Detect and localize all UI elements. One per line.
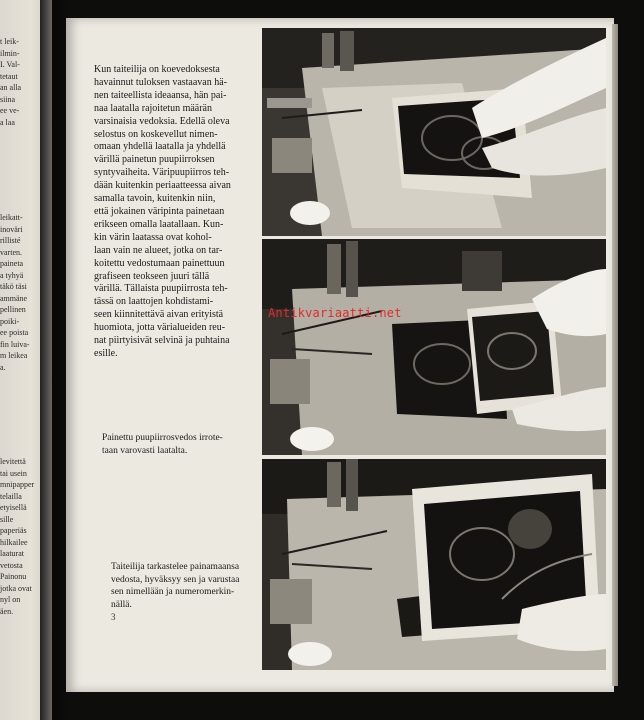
left-text-line: ammäne bbox=[0, 293, 28, 303]
text-line: huomiota, jotta värialueiden reu- bbox=[94, 322, 226, 334]
left-text-line: tai usein bbox=[0, 468, 27, 478]
left-text-line: sille bbox=[0, 514, 14, 524]
caption-line: taan varovasti laatalta. bbox=[102, 445, 188, 456]
text-line: samalla tavoin, kuitenkin niin, bbox=[94, 193, 216, 205]
left-text-line: vetosta bbox=[0, 560, 23, 570]
left-text-line: täkö täsi bbox=[0, 282, 27, 291]
left-text-line: leikatt- bbox=[0, 213, 23, 222]
left-text-line: telailla bbox=[0, 491, 22, 501]
left-text-line: mnipapper bbox=[0, 480, 35, 489]
text-line: värillä painetun puupiirroksen bbox=[94, 154, 215, 166]
text-line: grafiseen teokseen juuri tällä bbox=[94, 270, 210, 282]
left-text-line: inoväri bbox=[0, 224, 23, 234]
left-text-line: etyisellä bbox=[0, 503, 27, 512]
left-text-line: a laa bbox=[0, 117, 15, 127]
left-text-line: an alla bbox=[0, 83, 22, 92]
left-text-line: rillisté bbox=[0, 236, 21, 245]
left-text-line: m leikea bbox=[0, 351, 28, 360]
left-text-line: laaturat bbox=[0, 549, 24, 558]
text-line: esille. bbox=[94, 347, 118, 359]
text-line: naa laatalla rajoitetun määrän bbox=[94, 102, 212, 114]
left-text-line: levitettä bbox=[0, 457, 26, 466]
main-text-paragraph bbox=[94, 64, 272, 361]
caption-line: nällä. bbox=[111, 599, 132, 610]
text-line: Kun taiteilija on koevedoksesta bbox=[94, 64, 220, 75]
left-text-line: paperiäs bbox=[0, 526, 27, 535]
text-line: havainnut tuloksen vastaavan hä- bbox=[94, 76, 228, 88]
left-text-line: ilmin- bbox=[0, 48, 20, 58]
text-line: seen kiinnitettävä aivan erityistä bbox=[94, 309, 224, 321]
text-line: erikseen omalla laatallaan. Kun- bbox=[94, 218, 224, 230]
left-text-line: äen. bbox=[0, 606, 14, 616]
left-text-line: ee ve- bbox=[0, 106, 20, 115]
left-text-line: a. bbox=[0, 362, 6, 372]
left-text-line: a tyhyä bbox=[0, 270, 24, 280]
left-text-line: ee poista bbox=[0, 328, 29, 337]
left-text-line: nyl on bbox=[0, 595, 21, 604]
caption-peeling-print bbox=[102, 432, 270, 457]
text-line: että jokainen väripinta painetaan bbox=[94, 205, 225, 217]
left-text-line: pellinen bbox=[0, 305, 26, 314]
text-line: selostus on koskevellut nimen- bbox=[94, 128, 218, 140]
left-text-line: tetaut bbox=[0, 71, 18, 81]
left-text-line: poiki- bbox=[0, 316, 20, 326]
page-stack-edge bbox=[612, 24, 618, 686]
text-line: värillä. Tällaista puupiirrosta teh- bbox=[94, 283, 228, 295]
left-text-line: jotka ovat bbox=[0, 583, 32, 593]
text-line: varsinaisia vedoksia. Edellä oleva bbox=[94, 115, 230, 127]
caption-line: sen nimellään ja numeromerkin- bbox=[111, 587, 235, 597]
left-text-line: paineta bbox=[0, 259, 24, 268]
photo-peeling-print bbox=[262, 239, 606, 455]
text-line: nat piirtyisivät selvinä ja puhtaina bbox=[94, 335, 230, 347]
left-text-line: fin luiva- bbox=[0, 339, 30, 349]
left-text-line: t leik- bbox=[0, 37, 19, 46]
left-page-text-column-2 bbox=[0, 212, 30, 373]
text-line: omaan yhdellä laatalla ja yhdellä bbox=[94, 141, 226, 153]
caption-line: Taiteilija tarkastelee painamaansa bbox=[111, 562, 240, 572]
caption-line: vedosta, hyväksyy sen ja varustaa bbox=[111, 574, 240, 585]
photo-rubbing-print bbox=[262, 28, 606, 236]
left-text-line: varten. bbox=[0, 247, 22, 257]
photo-inspecting-print bbox=[262, 459, 606, 670]
left-text-line: hilkailee bbox=[0, 537, 28, 547]
left-text-line: Painonu bbox=[0, 572, 27, 581]
page-number: 3 bbox=[111, 612, 116, 622]
text-line: syntyvaiheita. Väripuupiirros teh- bbox=[94, 167, 230, 179]
text-line: laan vain ne alueet, jotka on tar- bbox=[94, 244, 223, 256]
watermark-text: Antikvariaatti.net bbox=[268, 306, 402, 320]
left-text-line: siina bbox=[0, 94, 16, 104]
left-text-line: I. Val- bbox=[0, 60, 20, 69]
text-line: tässä on laattojen kohdistami- bbox=[94, 296, 214, 308]
caption-inspecting-print bbox=[111, 561, 273, 611]
text-line: kin värin laatassa ovat kohol- bbox=[94, 231, 212, 243]
caption-line: Painettu puupiirrosvedos irrote- bbox=[102, 433, 223, 443]
text-line: dään kuitenkin periaatteessa aivan bbox=[94, 180, 231, 192]
text-line: koitettu vedostumaan painettuun bbox=[94, 257, 225, 269]
left-page-text-column-3 bbox=[0, 456, 34, 617]
text-line: nen taiteellista ideaansa, hän pai- bbox=[94, 89, 227, 101]
left-page-text-column-1 bbox=[0, 36, 21, 128]
